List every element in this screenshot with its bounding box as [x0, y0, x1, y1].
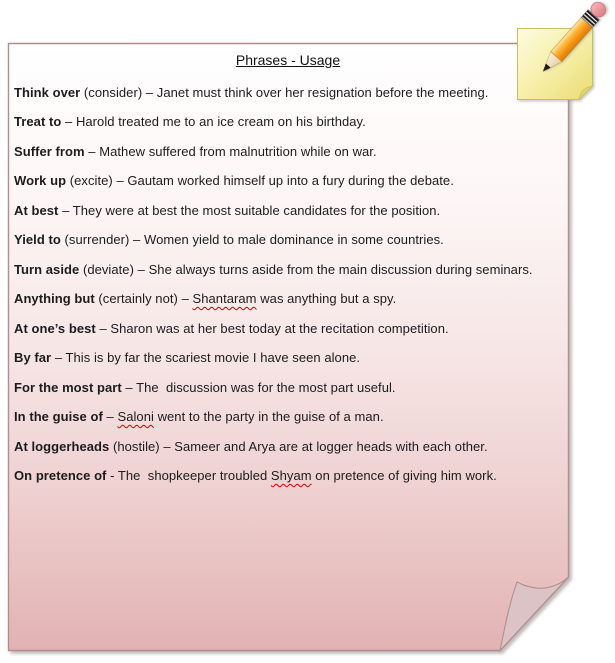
note-content	[8, 43, 568, 651]
phrase-line: For the most part – The discussion was for the most part useful.	[14, 379, 396, 395]
phrase-line: At one’s best – Sharon was at her best today at the recitation competition.	[14, 320, 449, 336]
phrase-lines	[14, 86, 568, 484]
phrase-line: Turn aside (deviate) – She always turns aside from the main discussion during seminars.	[14, 261, 533, 277]
phrase-line: Think over (consider) – Janet must think over her resignation before the meeting.	[14, 84, 489, 100]
phrase-line: On pretence of - The shopkeeper troubled Shyam on pretence of giving him work.	[14, 468, 497, 483]
phrase-line: Anything but (certainly not) – Shantaram was anything but a spy.	[14, 291, 397, 306]
phrase-line: At loggerheads (hostile) – Sameer and Arya are at logger heads with each other.	[14, 438, 488, 454]
phrase-line: In the guise of – Saloni went to the party in the guise of a man.	[14, 409, 384, 424]
phrase-line: At best – They were at best the most suitable candidates for the position.	[14, 202, 441, 218]
phrase-line: Work up (excite) – Gautam worked himself up into a fury during the debate.	[14, 173, 454, 188]
phrase-line: Suffer from – Mathew suffered from malnutrition while on war.	[14, 143, 377, 159]
misspelled-word: Shantaram	[192, 291, 257, 306]
misspelled-word: Saloni	[117, 409, 154, 424]
phrase-line: Treat to – Harold treated me to an ice cream on his birthday.	[14, 114, 366, 129]
phrase-line: By far – This is by far the scariest movie I have seen alone.	[14, 350, 361, 365]
page-title: Phrases - Usage	[235, 52, 341, 68]
phrase-line: Yield to (surrender) – Women yield to male dominance in some countries.	[14, 232, 444, 247]
misspelled-word: Shyam	[270, 468, 312, 483]
